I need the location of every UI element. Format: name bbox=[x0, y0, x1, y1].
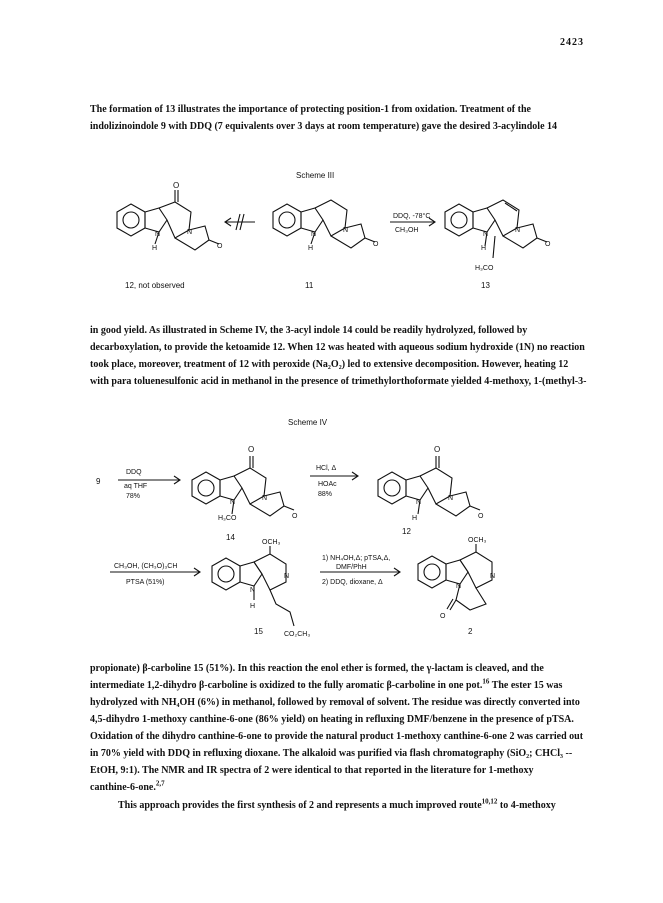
r4-line3: 2) DDQ, dioxane, Δ bbox=[322, 579, 383, 586]
text-line bbox=[90, 677, 605, 694]
scheme-iii-reagent-bottom: CH₃OH bbox=[395, 227, 419, 234]
label-15: 15 bbox=[254, 627, 263, 636]
svg-text:O: O bbox=[478, 513, 484, 520]
svg-text:O: O bbox=[248, 445, 255, 454]
label-och3-2: OCH₃ bbox=[468, 537, 487, 544]
svg-text:N: N bbox=[284, 573, 290, 580]
r3-top: CH₃OH, (CH₃O)₃CH bbox=[114, 563, 178, 570]
svg-text:H: H bbox=[250, 603, 256, 610]
label-start-9: 9 bbox=[96, 477, 101, 486]
label-13: 13 bbox=[481, 281, 490, 290]
svg-text:H: H bbox=[152, 245, 158, 252]
text-segment: This approach provides the first synthesis of 2 and represents a much improved route bbox=[118, 800, 482, 811]
svg-text:N: N bbox=[416, 499, 422, 506]
text-segment: intermediate 1,2-dihydro β-carboline is oxidized to the fully aromatic β-carboline in one pot. bbox=[90, 680, 483, 691]
svg-text:N: N bbox=[483, 231, 489, 238]
svg-text:N: N bbox=[456, 583, 462, 590]
label-2: 2 bbox=[468, 627, 473, 636]
svg-text:H: H bbox=[481, 245, 487, 252]
label-och3-15: OCH₃ bbox=[262, 539, 281, 546]
text-line: 4,5-dihydro 1-methoxy canthine-6-one (86% yield) on heating in refluxing DMF/benzene in the presence of pTSA. bbox=[90, 714, 574, 725]
text-line: EtOH, 9:1). The NMR and IR spectra of 2 were identical to that reported in the literature for 1-methoxy bbox=[90, 765, 534, 776]
svg-text:N: N bbox=[515, 227, 521, 234]
svg-text:O: O bbox=[373, 241, 379, 248]
svg-text:N: N bbox=[262, 495, 268, 502]
text-line: Oxidation of the dihydro canthine-6-one to provide the natural product 1-methoxy canthine-6-one 2 was carried out bbox=[90, 731, 584, 742]
svg-text:O: O bbox=[217, 243, 223, 250]
text-line: took place, moreover, treatment of 12 with peroxide (Na₂O₂) led to extensive decomposition. However, heating 12 bbox=[90, 359, 569, 370]
text-segment: canthine-6-one. bbox=[90, 782, 156, 793]
r2-top: HCl, Δ bbox=[316, 465, 337, 472]
svg-text:O: O bbox=[440, 613, 446, 620]
scheme-iii-reagent-top: DDQ, -78°C bbox=[393, 213, 431, 220]
scheme-iii-title: Scheme III bbox=[296, 171, 335, 180]
paragraph-4 bbox=[90, 797, 605, 814]
paragraph-2 bbox=[90, 322, 605, 390]
text-line: indolizinoindole 9 with DDQ (7 equivalents over 3 days at room temperature) gave the desired 3-acylindole 14 bbox=[90, 121, 558, 132]
r4-line1: 1) NH₄OH,Δ; pTSA,Δ, bbox=[322, 555, 391, 562]
svg-text:N: N bbox=[155, 231, 161, 238]
text-line: The formation of 13 illustrates the importance of protecting position-1 from oxidation. Treatment of the bbox=[90, 104, 531, 115]
svg-text:H₃CO: H₃CO bbox=[475, 265, 494, 272]
label-12-not-observed: 12, not observed bbox=[125, 281, 185, 290]
svg-text:H: H bbox=[412, 515, 418, 522]
svg-text:O: O bbox=[545, 241, 551, 248]
scheme-iv-figure bbox=[90, 428, 570, 643]
label-12: 12 bbox=[402, 527, 411, 536]
svg-text:O: O bbox=[434, 445, 441, 454]
r1-bot: 78% bbox=[126, 493, 141, 500]
page-number: 2423 bbox=[560, 37, 584, 48]
svg-text:N: N bbox=[343, 227, 349, 234]
r2-bot: 88% bbox=[318, 491, 333, 498]
text-line: decarboxylation, to provide the ketoamide 12. When 12 was heated with aqueous sodium hydroxide (1N) no reaction bbox=[90, 342, 585, 353]
svg-text:O: O bbox=[292, 513, 298, 520]
text-segment: The ester 15 was bbox=[489, 680, 563, 691]
svg-text:N: N bbox=[448, 495, 454, 502]
text-line bbox=[90, 797, 605, 814]
svg-text:H: H bbox=[308, 245, 314, 252]
reference-2-7: 2,7 bbox=[155, 779, 165, 788]
svg-text:O: O bbox=[173, 181, 180, 190]
text-line: in good yield. As illustrated in Scheme IV, the 3-acyl indole 14 could be readily hydrolyzed, followed by bbox=[90, 325, 528, 336]
svg-text:N: N bbox=[250, 587, 256, 594]
reference-10-12: 10,12 bbox=[481, 797, 498, 806]
svg-text:N: N bbox=[187, 229, 193, 236]
compound-11-structure bbox=[273, 200, 375, 248]
text-line: in 70% yield with DDQ in refluxing dioxane. The alkaloid was purified via flash chromatography (SiO₂; CHCl₃ -- bbox=[90, 748, 573, 759]
text-line: hydrolyzed with NH₄OH (6%) in methanol, followed by removal of solvent. The residue was directly converted into bbox=[90, 697, 580, 708]
text-segment: to 4-methoxy bbox=[497, 800, 556, 811]
text-line: with para toluenesulfonic acid in methanol in the presence of trimethylorthoformate yielded 4-methoxy, 1-(methyl-3- bbox=[90, 376, 587, 387]
reference-16: 16 bbox=[482, 677, 490, 686]
svg-text:H₃CO: H₃CO bbox=[218, 515, 237, 522]
compound-12-structure bbox=[117, 190, 219, 250]
label-14: 14 bbox=[226, 533, 235, 542]
label-11: 11 bbox=[305, 281, 314, 290]
compound-13-structure bbox=[445, 200, 547, 258]
scheme-iv-title: Scheme IV bbox=[288, 418, 328, 427]
r2-mid: HOAc bbox=[318, 481, 337, 488]
r1-mid: aq THF bbox=[124, 483, 148, 490]
scheme-iii-figure bbox=[95, 180, 575, 295]
label-co2ch3: CO₂CH₃ bbox=[284, 631, 311, 638]
svg-text:N: N bbox=[490, 573, 496, 580]
r3-bot: PTSA (51%) bbox=[126, 579, 165, 586]
r1-top: DDQ bbox=[126, 469, 142, 476]
intro-paragraph bbox=[90, 101, 605, 135]
r4-line2: DMF/PhH bbox=[336, 564, 367, 571]
text-line bbox=[90, 779, 605, 796]
paragraph-3 bbox=[90, 660, 605, 796]
svg-text:N: N bbox=[230, 499, 236, 506]
text-line: propionate) β-carboline 15 (51%). In this reaction the enol ether is formed, the γ-lactam is cleaved, and the bbox=[90, 663, 544, 674]
svg-text:N: N bbox=[311, 231, 317, 238]
